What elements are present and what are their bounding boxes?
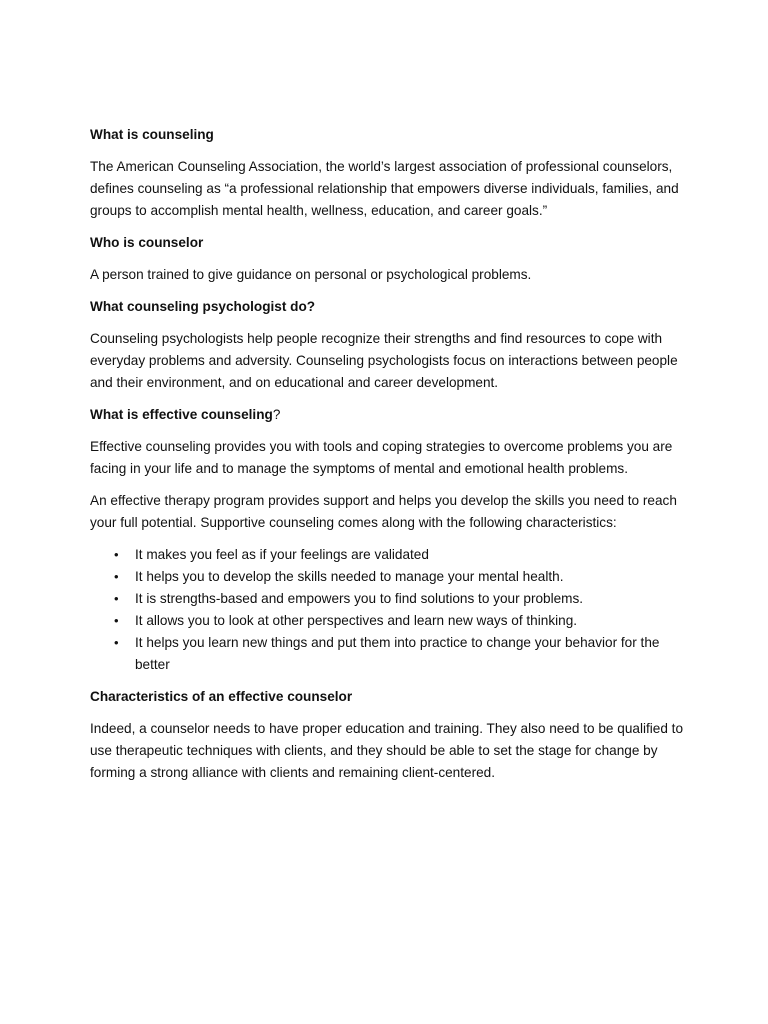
- bullet-icon: •: [114, 569, 119, 584]
- list-item: [90, 544, 684, 566]
- paragraph-effective-counseling: Effective counseling provides you with tools and coping strategies to overcome problems you are facing in your life and to manage the symptoms of mental and emotional health problems.: [90, 439, 673, 476]
- paragraph-psychologist-role: Counseling psychologists help people recognize their strengths and find resources to cope with everyday problems and adversity. Counseling psychologists focus on interactions between people and their environment, and on educational and career development.: [90, 331, 678, 390]
- bullet-icon: •: [114, 613, 119, 628]
- list-item-text: It helps you learn new things and put them into practice to change your behavior for the better: [135, 635, 660, 672]
- list-item-text: It helps you to develop the skills needed to manage your mental health.: [135, 569, 564, 584]
- section-heading-what-is-counseling: What is counseling: [90, 127, 214, 142]
- paragraph-counselor-definition: A person trained to give guidance on personal or psychological problems.: [90, 267, 532, 282]
- characteristics-list: [90, 544, 684, 676]
- paragraph-therapy-program: An effective therapy program provides support and helps you develop the skills you need to reach your full potential. Supportive counseling comes along with the following characteristics:: [90, 493, 677, 530]
- list-item-text: It makes you feel as if your feelings are validated: [135, 547, 429, 562]
- bullet-icon: •: [114, 547, 119, 562]
- paragraph-definition: The American Counseling Association, the world’s largest association of professional counselors, defines counseling as “a professional relationship that empowers diverse individuals, families, and groups to accomplish mental health, wellness, education, and career goals.”: [90, 159, 679, 218]
- list-item-text: It is strengths-based and empowers you to find solutions to your problems.: [135, 591, 584, 606]
- section-heading-characteristics: Characteristics of an effective counselor: [90, 689, 353, 704]
- list-item: [90, 632, 684, 676]
- section-heading-what-counseling-psychologist-do: What counseling psychologist do?: [90, 299, 316, 314]
- document-page: [90, 124, 684, 794]
- bullet-icon: •: [114, 591, 119, 606]
- bullet-icon: •: [114, 635, 119, 650]
- section-heading-what-is-effective-counseling: [90, 404, 684, 426]
- list-item: [90, 588, 684, 610]
- list-item: [90, 610, 684, 632]
- list-item: [90, 566, 684, 588]
- heading-suffix: ?: [272, 407, 281, 422]
- section-heading-who-is-counselor: Who is counselor: [90, 235, 204, 250]
- paragraph-counselor-qualities: Indeed, a counselor needs to have proper education and training. They also need to be qualified to use therapeutic techniques with clients, and they should be able to set the stage for change by forming a strong alliance with clients and remaining client-centered.: [90, 721, 684, 780]
- heading-text: What is effective counseling: [90, 407, 273, 422]
- list-item-text: It allows you to look at other perspectives and learn new ways of thinking.: [135, 613, 578, 628]
